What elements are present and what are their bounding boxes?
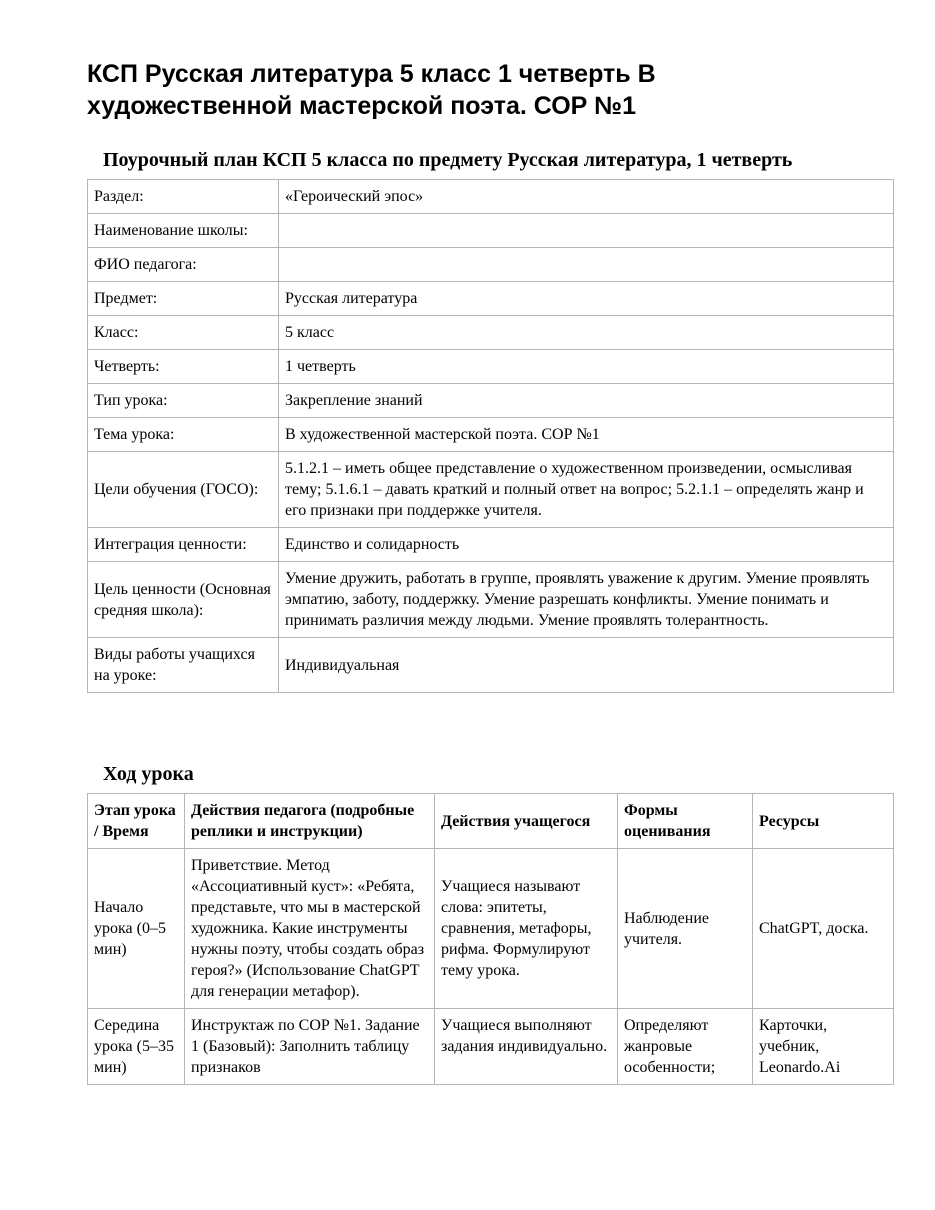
table-row	[88, 638, 894, 693]
column-header-student-actions: Действия учащегося	[435, 794, 618, 849]
resources-cell: ChatGPT, доска.	[753, 849, 894, 1009]
info-value	[279, 248, 894, 282]
student-actions-cell: Учащиеся выполняют задания индивидуально.	[435, 1009, 618, 1085]
student-actions-cell: Учащиеся называют слова: эпитеты, сравнения, метафоры, рифма. Формулируют тему урока.	[435, 849, 618, 1009]
info-value	[279, 214, 894, 248]
info-label: Тема урока:	[88, 418, 279, 452]
info-label: Тип урока:	[88, 384, 279, 418]
table-row	[88, 214, 894, 248]
info-value: В художественной мастерской поэта. СОР №1	[279, 418, 894, 452]
table-row	[88, 849, 894, 1009]
table-row	[88, 528, 894, 562]
table-row	[88, 384, 894, 418]
table-row	[88, 282, 894, 316]
table-row	[88, 452, 894, 528]
info-value: Единство и солидарность	[279, 528, 894, 562]
table-row	[88, 562, 894, 638]
column-header-resources: Ресурсы	[753, 794, 894, 849]
plan-heading: Поурочный план КСП 5 класса по предмету Русская литература, 1 четверть	[103, 149, 793, 171]
info-label: ФИО педагога:	[88, 248, 279, 282]
info-value: Умение дружить, работать в группе, проявлять уважение к другим. Умение проявлять эмпатию, заботу, поддержку. Умение разрешать конфликты. Умение понимать и принимать различия между людьми. Умение проявлять толерантность.	[279, 562, 894, 638]
lesson-info-table	[87, 179, 894, 693]
table-row	[88, 316, 894, 350]
info-value: Индивидуальная	[279, 638, 894, 693]
info-value: 5.1.2.1 – иметь общее представление о художественном произведении, осмысливая тему; 5.1.6.1 – давать краткий и полный ответ на вопрос; 5.2.1.1 – определять жанр и его признаки при поддержке учителя.	[279, 452, 894, 528]
teacher-actions-cell: Инструктаж по СОР №1. Задание 1 (Базовый): Заполнить таблицу признаков	[185, 1009, 435, 1085]
info-value: Закрепление знаний	[279, 384, 894, 418]
lesson-flow-table	[87, 793, 894, 1085]
table-row	[88, 1009, 894, 1085]
teacher-actions-cell: Приветствие. Метод «Ассоциативный куст»: «Ребята, представьте, что мы в мастерской художника. Какие инструменты нужны поэту, чтобы создать образ героя?» (Использование ChatGPT для генерации метафор).	[185, 849, 435, 1009]
info-value: «Героический эпос»	[279, 180, 894, 214]
info-label: Цели обучения (ГОСО):	[88, 452, 279, 528]
assessment-cell: Наблюдение учителя.	[618, 849, 753, 1009]
info-value: 5 класс	[279, 316, 894, 350]
info-label: Раздел:	[88, 180, 279, 214]
table-row	[88, 180, 894, 214]
page-title: КСП Русская литература 5 класс 1 четверть В художественной мастерской поэта. СОР №1	[87, 60, 656, 120]
info-label: Четверть:	[88, 350, 279, 384]
info-value: Русская литература	[279, 282, 894, 316]
info-label: Наименование школы:	[88, 214, 279, 248]
table-row	[88, 350, 894, 384]
stage-cell: Начало урока (0–5 мин)	[88, 849, 185, 1009]
info-label: Виды работы учащихся на уроке:	[88, 638, 279, 693]
column-header-teacher-actions: Действия педагога (подробные реплики и инструкции)	[185, 794, 435, 849]
stage-cell: Середина урока (5–35 мин)	[88, 1009, 185, 1085]
info-label: Предмет:	[88, 282, 279, 316]
resources-cell: Карточки, учебник, Leonardo.Ai	[753, 1009, 894, 1085]
table-row	[88, 248, 894, 282]
info-label: Интеграция ценности:	[88, 528, 279, 562]
column-header-stage: Этап урока / Время	[88, 794, 185, 849]
info-label: Класс:	[88, 316, 279, 350]
info-value: 1 четверть	[279, 350, 894, 384]
table-header-row	[88, 794, 894, 849]
table-row	[88, 418, 894, 452]
info-label: Цель ценности (Основная средняя школа):	[88, 562, 279, 638]
column-header-assessment: Формы оценивания	[618, 794, 753, 849]
lesson-heading: Ход урока	[103, 763, 194, 785]
assessment-cell: Определяют жанровые особенности;	[618, 1009, 753, 1085]
